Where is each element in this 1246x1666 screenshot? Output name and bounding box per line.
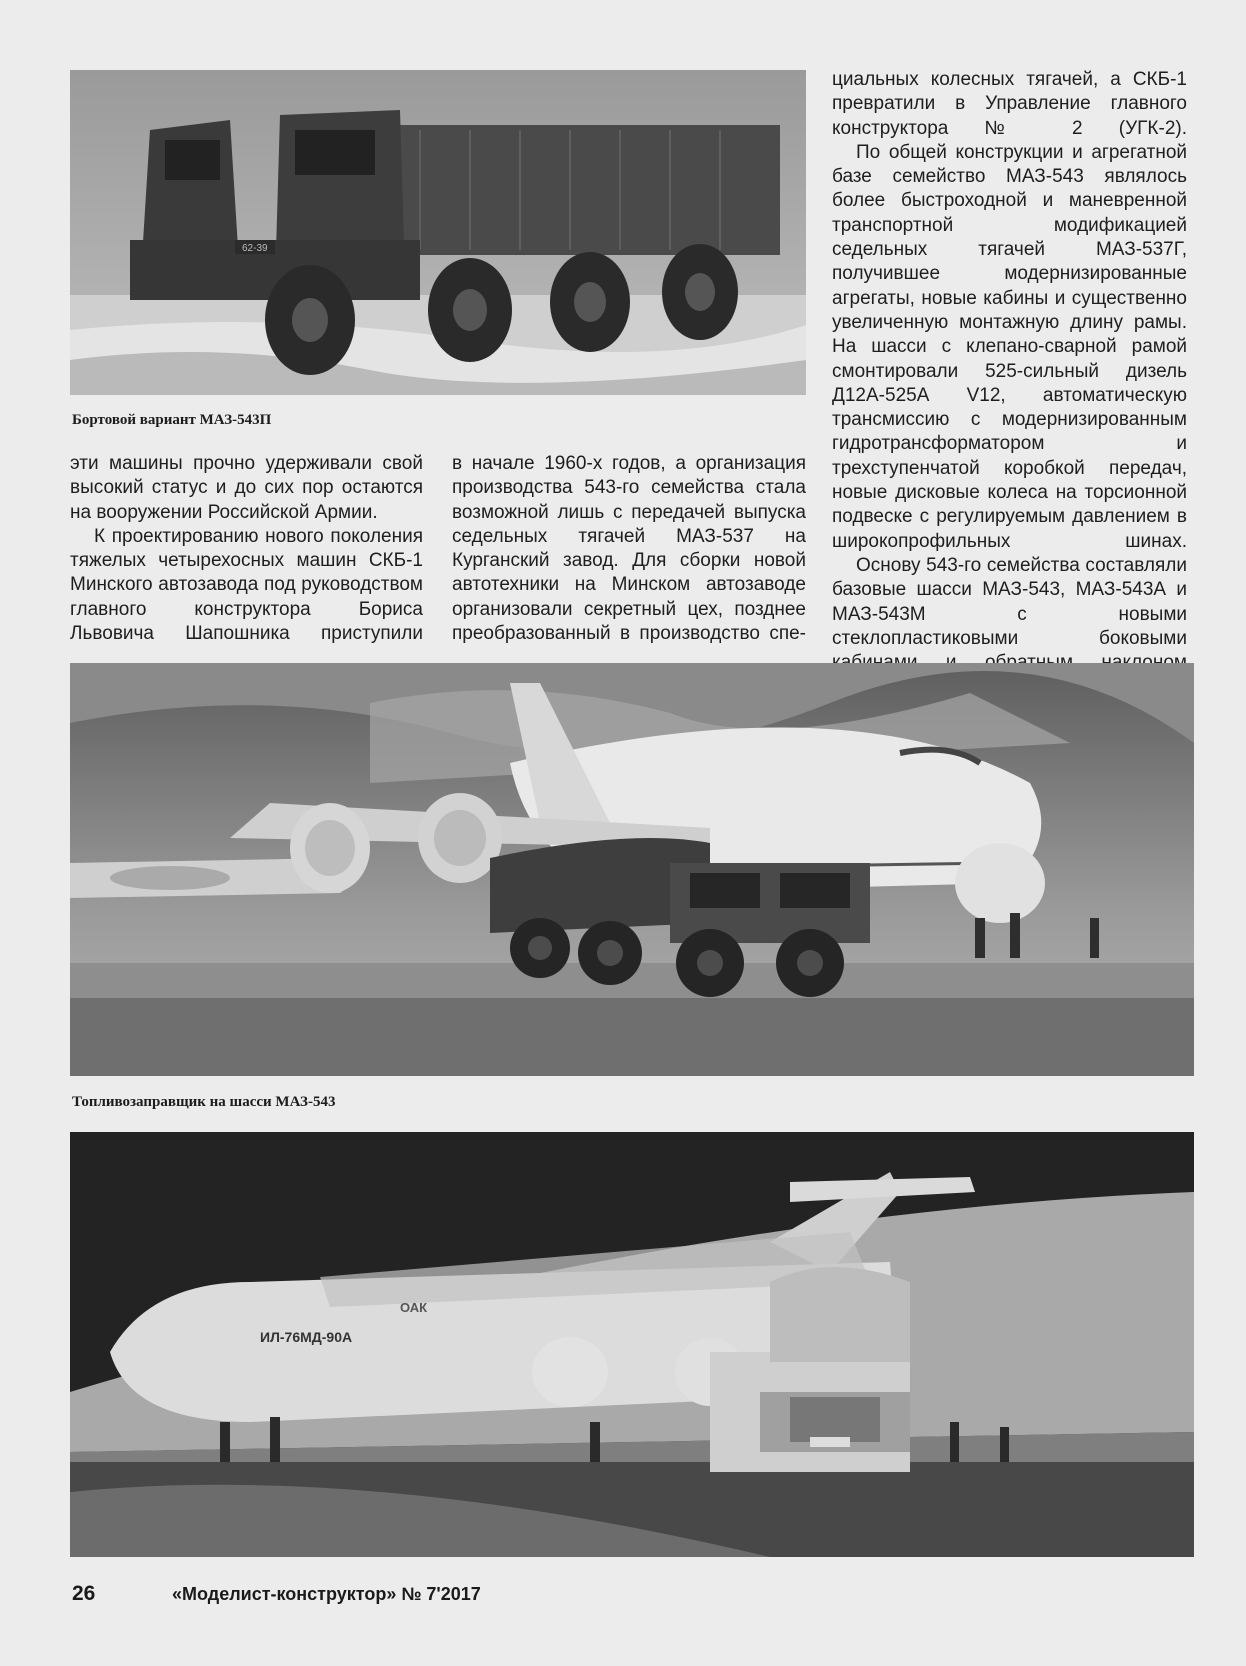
text-column-middle [452, 452, 806, 646]
page-number: 26 [72, 1582, 96, 1605]
caption-photo2: Топливозаправщик на шасси МАЗ-543 [72, 1094, 336, 1110]
paragraph: циальных колесных тягачей, а СКБ-1 превратили в Управление главного конструктора № 2 (УГК-2). [832, 69, 1187, 139]
photo-truck-maz-543p [70, 70, 806, 395]
text-column-left [70, 452, 423, 646]
paragraph: По общей конструкции и агрегатной базе семейство МАЗ-543 являлось более быстроходной и маневренной транспортной модификацией седельных тягачей МАЗ-537Г, получившее модернизированные агрегаты, новые кабины и существенно увеличенную монтажную длину рамы. На шасси с клепано-сварной рамой смонтировали 525-сильный дизель Д12А-525А V12, автоматическую трансмиссию с модернизированным гидротрансформатором и трехступенчатой коробкой передач, новые дисковые колеса на торсионной подвеске с регулируемым давлением в широкопрофильных шинах. [832, 141, 1187, 552]
caption-photo1: Бортовой вариант МАЗ-543П [72, 412, 272, 428]
text-column-top-right [832, 68, 1187, 700]
magazine-title: «Моделист-конструктор» № 7'2017 [172, 1584, 481, 1604]
paragraph: К проектированию нового поколения тяжелых четырехосных машин СКБ-1 Минского автозавода под руководством главного конструктора Бориса Львовича Шапошника приступили [70, 525, 423, 645]
truck-plate: 62-39 [242, 243, 268, 254]
paragraph: эти машины прочно удерживали свой высокий статус и до сих пор остаются на вооружении Российской Армии. [70, 453, 423, 523]
paragraph: в начале 1960-х годов, а организация производства 543-го семейства стала возможной лишь с передачей выпуска седельных тягачей МАЗ-537 на Курганский завод. Для сборки новой автотехники на Минском автозаводе организовали секретный цех, позднее преобразованный в производство спе- [452, 453, 806, 645]
photo-il76-hangar [70, 1132, 1194, 1557]
photo-refueler-an124 [70, 663, 1194, 1076]
brand-label: ОАК [400, 1300, 428, 1315]
tail-number-label: ИЛ-76МД-90А [260, 1329, 353, 1345]
paragraph: Основу 543-го семейства составляли базовые шасси МАЗ-543, МАЗ-543А и МАЗ-543М с новыми стеклопластиковыми боковыми [832, 554, 1187, 649]
